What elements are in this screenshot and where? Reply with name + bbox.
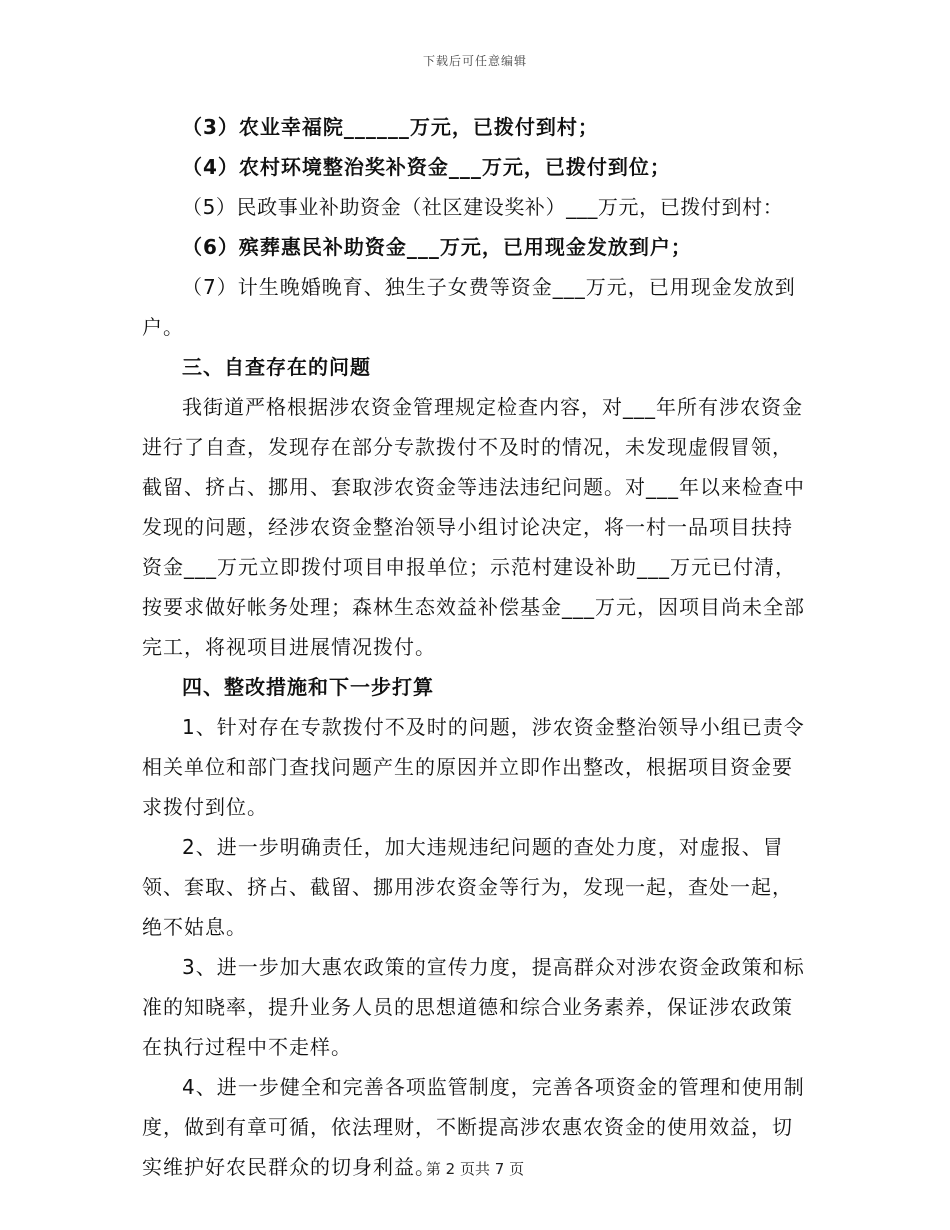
section-3-heading: 三、自查存在的问题 (182, 355, 371, 379)
list-item-7: （7）计生晚婚晚育、独生子女费等资金___万元，已用现金发放到户。 (142, 275, 796, 339)
section-4-paragraph-4: 4、进一步健全和完善各项监管制度，完善各项资金的管理和使用制度，做到有章可循，依法理财，不断提高涉农惠农资金的使用效益，切实维护好农民群众的切身利益。 (142, 1075, 805, 1179)
page-header: 下载后可任意编辑 (422, 54, 527, 68)
list-item-3: （3）农业幸福院______万元，已拨付到村； (182, 115, 599, 139)
list-item-6: （6）殡葬惠民补助资金___万元，已用现金发放到户； (182, 235, 692, 259)
page-footer: 第 2 页共 7 页 (425, 1160, 525, 1178)
section-3-paragraph: 我街道严格根据涉农资金管理规定检查内容，对___年所有涉农资金进行了自查，发现存在部分专款拨付不及时的情况，未发现虚假冒领，截留、挤占、挪用、套取涉农资金等违法违纪问题。对___年以来检查中发现的问题，经涉农资金整治领导小组讨论决定，将一村一品项目扶持资金___万元立即拨付项目申报单位；示范村建设补助___万元已付清，按要求做好帐务处理；森林生态效益补偿基金___万元，因项目尚未全部完工，将视项目进展情况拨付。 (142, 395, 805, 659)
section-4-paragraph-3: 3、进一步加大惠农政策的宣传力度，提高群众对涉农资金政策和标准的知晓率，提升业务人员的思想道德和综合业务素养，保证涉农政策在执行过程中不走样。 (142, 955, 805, 1059)
list-item-4: （4）农村环境整治奖补资金___万元，已拨付到位； (182, 155, 671, 179)
section-4-heading: 四、整改措施和下一步打算 (182, 675, 434, 699)
section-4-paragraph-1: 1、针对存在专款拨付不及时的问题，涉农资金整治领导小组已责令相关单位和部门查找问题产生的原因并立即作出整改，根据项目资金要求拨付到位。 (142, 715, 805, 819)
list-item-5: （5）民政事业补助资金（社区建设奖补）___万元，已拨付到村： (182, 195, 784, 219)
section-4-paragraph-2: 2、进一步明确责任，加大违规违纪问题的查处力度，对虚报、冒领、套取、挤占、截留、挪用涉农资金等行为，发现一起，查处一起，绝不姑息。 (142, 835, 793, 939)
document-body (142, 107, 812, 1187)
